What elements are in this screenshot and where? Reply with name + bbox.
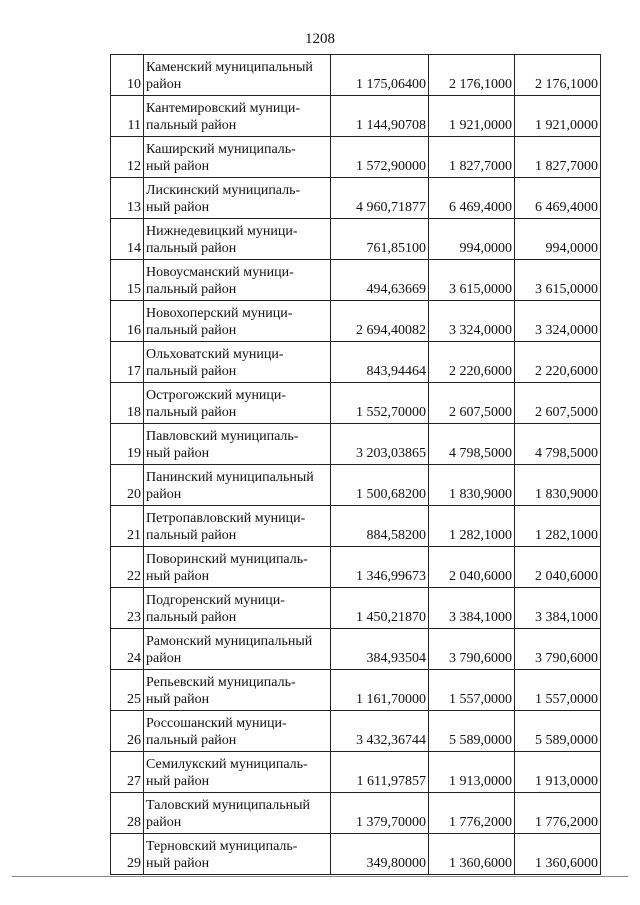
amount-cell-1: 1 175,06400	[331, 55, 429, 96]
amount-cell-2: 1 282,1000	[429, 506, 515, 547]
amount-cell-3: 3 384,1000	[515, 588, 601, 629]
row-number-cell: 25	[111, 670, 144, 711]
row-number-cell: 22	[111, 547, 144, 588]
table-row	[111, 55, 601, 96]
district-budget-table	[110, 54, 601, 875]
district-name-cell: Павловский муниципаль- ный район	[144, 424, 331, 465]
amount-cell-2: 1 557,0000	[429, 670, 515, 711]
district-name-cell: Поворинский муниципаль- ный район	[144, 547, 331, 588]
table-row	[111, 383, 601, 424]
row-number-cell: 24	[111, 629, 144, 670]
footer-rule	[12, 876, 628, 877]
amount-cell-3: 1 913,0000	[515, 752, 601, 793]
row-number-cell: 13	[111, 178, 144, 219]
row-number-cell: 26	[111, 711, 144, 752]
amount-cell-1: 349,80000	[331, 834, 429, 875]
amount-cell-3: 3 324,0000	[515, 301, 601, 342]
table-row	[111, 96, 601, 137]
amount-cell-3: 1 776,2000	[515, 793, 601, 834]
amount-cell-1: 3 432,36744	[331, 711, 429, 752]
table-row	[111, 711, 601, 752]
amount-cell-2: 994,0000	[429, 219, 515, 260]
amount-cell-1: 1 379,70000	[331, 793, 429, 834]
district-name-cell: Кантемировский муници- пальный район	[144, 96, 331, 137]
district-name-cell: Репьевский муниципаль- ный район	[144, 670, 331, 711]
amount-cell-2: 1 827,7000	[429, 137, 515, 178]
amount-cell-1: 1 611,97857	[331, 752, 429, 793]
row-number-cell: 15	[111, 260, 144, 301]
table-row	[111, 465, 601, 506]
row-number-cell: 27	[111, 752, 144, 793]
amount-cell-3: 1 557,0000	[515, 670, 601, 711]
table-row	[111, 301, 601, 342]
amount-cell-1: 761,85100	[331, 219, 429, 260]
amount-cell-2: 1 913,0000	[429, 752, 515, 793]
amount-cell-1: 1 572,90000	[331, 137, 429, 178]
row-number-cell: 18	[111, 383, 144, 424]
amount-cell-1: 1 346,99673	[331, 547, 429, 588]
page-number: 1208	[305, 31, 335, 47]
amount-cell-1: 1 552,70000	[331, 383, 429, 424]
table-row	[111, 219, 601, 260]
district-name-cell: Рамонский муниципальный район	[144, 629, 331, 670]
table-row	[111, 342, 601, 383]
amount-cell-3: 1 830,9000	[515, 465, 601, 506]
table-row	[111, 260, 601, 301]
amount-cell-2: 1 921,0000	[429, 96, 515, 137]
amount-cell-3: 3 615,0000	[515, 260, 601, 301]
amount-cell-1: 1 500,68200	[331, 465, 429, 506]
table-row	[111, 834, 601, 875]
row-number-cell: 23	[111, 588, 144, 629]
amount-cell-3: 2 220,6000	[515, 342, 601, 383]
district-name-cell: Новохоперский муници- пальный район	[144, 301, 331, 342]
amount-cell-1: 1 161,70000	[331, 670, 429, 711]
amount-cell-2: 1 830,9000	[429, 465, 515, 506]
table-row	[111, 588, 601, 629]
amount-cell-2: 3 324,0000	[429, 301, 515, 342]
table-row	[111, 178, 601, 219]
amount-cell-3: 2 607,5000	[515, 383, 601, 424]
row-number-cell: 11	[111, 96, 144, 137]
amount-cell-3: 1 282,1000	[515, 506, 601, 547]
amount-cell-3: 1 827,7000	[515, 137, 601, 178]
amount-cell-3: 2 176,1000	[515, 55, 601, 96]
amount-cell-2: 3 790,6000	[429, 629, 515, 670]
row-number-cell: 29	[111, 834, 144, 875]
amount-cell-3: 1 360,6000	[515, 834, 601, 875]
district-name-cell: Подгоренский муници- пальный район	[144, 588, 331, 629]
amount-cell-3: 1 921,0000	[515, 96, 601, 137]
table-row	[111, 506, 601, 547]
amount-cell-1: 1 450,21870	[331, 588, 429, 629]
table-row	[111, 670, 601, 711]
amount-cell-1: 884,58200	[331, 506, 429, 547]
row-number-cell: 14	[111, 219, 144, 260]
amount-cell-2: 3 384,1000	[429, 588, 515, 629]
amount-cell-2: 2 176,1000	[429, 55, 515, 96]
amount-cell-3: 6 469,4000	[515, 178, 601, 219]
amount-cell-3: 2 040,6000	[515, 547, 601, 588]
amount-cell-2: 1 360,6000	[429, 834, 515, 875]
amount-cell-2: 5 589,0000	[429, 711, 515, 752]
table-row	[111, 424, 601, 465]
district-name-cell: Терновский муниципаль- ный район	[144, 834, 331, 875]
amount-cell-1: 2 694,40082	[331, 301, 429, 342]
table-row	[111, 793, 601, 834]
amount-cell-2: 1 776,2000	[429, 793, 515, 834]
amount-cell-3: 994,0000	[515, 219, 601, 260]
row-number-cell: 17	[111, 342, 144, 383]
amount-cell-2: 2 040,6000	[429, 547, 515, 588]
amount-cell-1: 3 203,03865	[331, 424, 429, 465]
row-number-cell: 16	[111, 301, 144, 342]
amount-cell-1: 4 960,71877	[331, 178, 429, 219]
amount-cell-2: 6 469,4000	[429, 178, 515, 219]
amount-cell-3: 3 790,6000	[515, 629, 601, 670]
table-row	[111, 629, 601, 670]
table-row	[111, 752, 601, 793]
row-number-cell: 12	[111, 137, 144, 178]
table-row	[111, 547, 601, 588]
district-name-cell: Каменский муниципальный район	[144, 55, 331, 96]
district-name-cell: Россошанский муници- пальный район	[144, 711, 331, 752]
row-number-cell: 21	[111, 506, 144, 547]
district-name-cell: Петропавловский муници- пальный район	[144, 506, 331, 547]
district-name-cell: Таловский муниципальный район	[144, 793, 331, 834]
amount-cell-1: 384,93504	[331, 629, 429, 670]
amount-cell-1: 843,94464	[331, 342, 429, 383]
amount-cell-2: 4 798,5000	[429, 424, 515, 465]
district-name-cell: Каширский муниципаль- ный район	[144, 137, 331, 178]
amount-cell-1: 494,63669	[331, 260, 429, 301]
row-number-cell: 10	[111, 55, 144, 96]
amount-cell-3: 4 798,5000	[515, 424, 601, 465]
row-number-cell: 20	[111, 465, 144, 506]
district-name-cell: Новоусманский муници- пальный район	[144, 260, 331, 301]
district-name-cell: Панинский муниципальный район	[144, 465, 331, 506]
district-name-cell: Лискинский муниципаль- ный район	[144, 178, 331, 219]
amount-cell-3: 5 589,0000	[515, 711, 601, 752]
table-body	[111, 55, 601, 875]
district-name-cell: Острогожский муници- пальный район	[144, 383, 331, 424]
district-name-cell: Нижнедевицкий муници- пальный район	[144, 219, 331, 260]
amount-cell-2: 2 607,5000	[429, 383, 515, 424]
row-number-cell: 28	[111, 793, 144, 834]
table-row	[111, 137, 601, 178]
district-name-cell: Семилукский муниципаль- ный район	[144, 752, 331, 793]
district-name-cell: Ольховатский муници- пальный район	[144, 342, 331, 383]
amount-cell-2: 2 220,6000	[429, 342, 515, 383]
row-number-cell: 19	[111, 424, 144, 465]
amount-cell-2: 3 615,0000	[429, 260, 515, 301]
amount-cell-1: 1 144,90708	[331, 96, 429, 137]
